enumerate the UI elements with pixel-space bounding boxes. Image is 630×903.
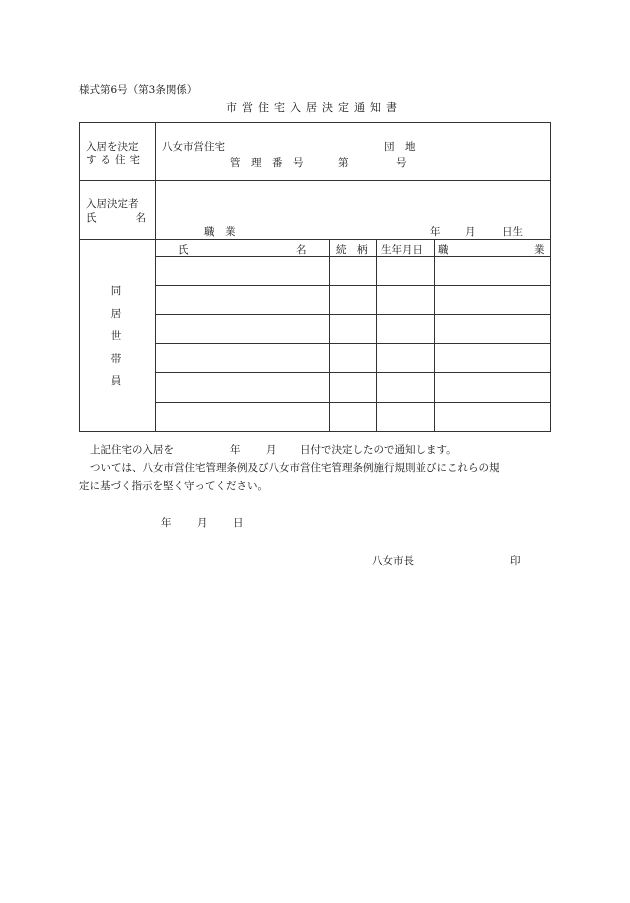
birth-year-label: 年 — [430, 226, 441, 238]
kanri-label: 管 理 番 号 — [230, 157, 304, 169]
date-month: 月 — [197, 517, 208, 529]
notice-month: 月 — [266, 444, 277, 456]
row2-label-line2: 氏 名 — [86, 212, 152, 224]
side-char: 帯 — [110, 352, 122, 365]
seal-mark: 印 — [510, 555, 521, 567]
form-number: 様式第6号（第3条関係） — [79, 84, 198, 96]
col-name-left: 氏 — [178, 244, 189, 256]
instruction-line1: ついては、八女市営住宅管理条例及び八女市営住宅管理条例施行規則並びにこれらの規 — [90, 462, 500, 474]
col-name-right: 名 — [296, 244, 307, 256]
row1-label-line2: する住宅 — [86, 154, 144, 166]
notice-post: 日付で決定したので通知します。 — [300, 444, 457, 456]
col-relation: 続 柄 — [336, 244, 368, 256]
occupation-label: 職 業 — [204, 226, 236, 238]
row1-label-line1: 入居を決定 — [86, 141, 139, 153]
city-housing-label: 八女市営住宅 — [162, 141, 225, 153]
col-birthdate: 生年月日 — [381, 244, 423, 256]
side-char: 世 — [110, 330, 122, 342]
danchi-label: 団 地 — [384, 141, 416, 153]
date-day: 日 — [233, 517, 244, 529]
row2-label-line1: 入居決定者 — [86, 198, 139, 210]
go-label: 号 — [396, 157, 407, 169]
birth-day-label: 日生 — [502, 226, 523, 238]
side-char: 居 — [110, 307, 122, 320]
side-char: 同 — [110, 285, 122, 297]
col-job-right: 業 — [534, 244, 545, 256]
birth-month-label: 月 — [465, 226, 476, 238]
notice-pre: 上記住宅の入居を — [90, 444, 174, 456]
date-year: 年 — [161, 517, 172, 529]
notice-year: 年 — [230, 444, 241, 456]
dai-label: 第 — [338, 157, 349, 169]
side-char: 員 — [110, 375, 122, 387]
instruction-line2: 定に基づく指示を堅く守ってください。 — [79, 480, 268, 492]
col-job-left: 職 — [438, 244, 449, 256]
document-title: 市営住宅入居決定通知書 — [226, 101, 402, 114]
mayor-label: 八女市長 — [372, 555, 414, 567]
